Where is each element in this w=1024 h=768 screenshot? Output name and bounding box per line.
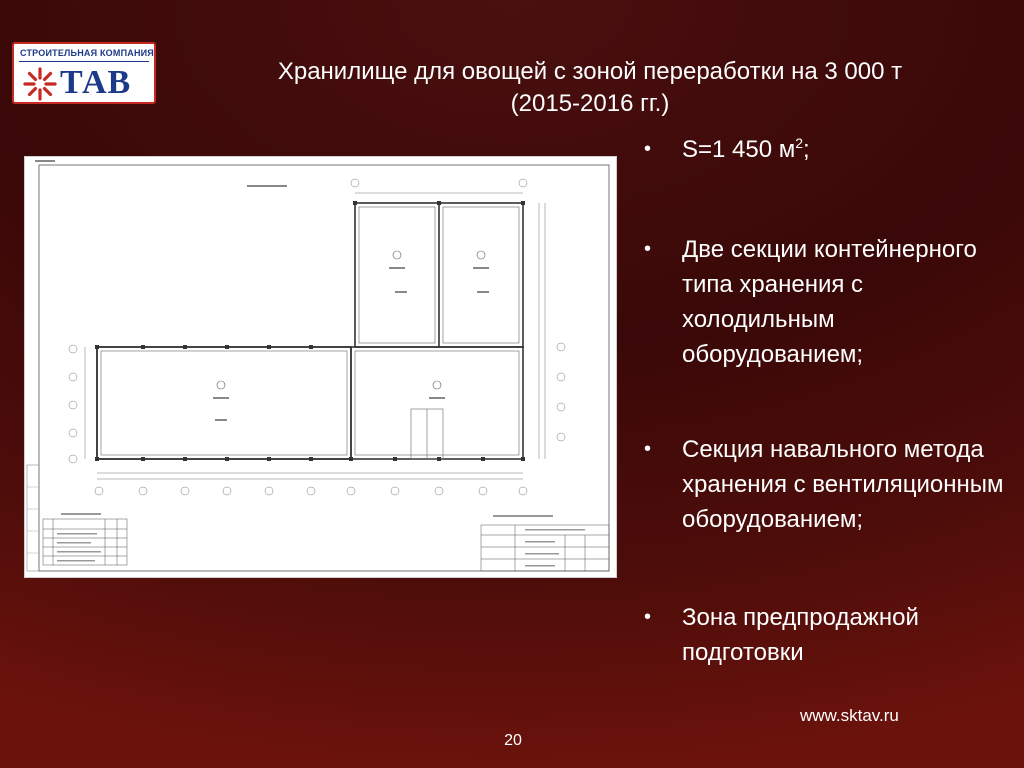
slide-title: [200, 56, 980, 120]
bullet-text: Зона предпродажной подготовки: [682, 604, 919, 666]
superscript: 2: [795, 135, 804, 151]
bullet-marker: •: [644, 138, 652, 160]
bullet-item-area: [644, 132, 1004, 167]
logo-company-label: СТРОИТЕЛЬНАЯ КОМПАНИЯ: [20, 48, 154, 58]
page-number: 20: [504, 732, 522, 749]
bullet-marker: •: [644, 606, 652, 628]
title-line-1: Хранилище для овощей с зоной переработки на 3 000 т: [277, 58, 903, 85]
bullet-item-container-sections: [644, 232, 1004, 372]
sun-burst-icon: [22, 66, 58, 102]
floor-plan-drawing: [24, 156, 617, 578]
logo-divider: [19, 61, 149, 62]
bullet-marker: •: [644, 238, 652, 260]
bullet-marker: •: [644, 438, 652, 460]
bullet-tail: ;: [803, 136, 810, 163]
floor-plan-svg: [25, 157, 616, 577]
bullet-text: Две секции контейнерного типа хранения с холодильным оборудованием;: [682, 236, 977, 368]
company-logo: [12, 42, 156, 104]
bullet-text: Секция навального метода хранения с вентиляционным оборудованием;: [682, 436, 1004, 533]
bullet-item-presale-zone: [644, 600, 1004, 670]
bullet-item-bulk-section: [644, 432, 1004, 537]
logo-brand-name: ТАВ: [60, 64, 132, 101]
website-url: www.sktav.ru: [800, 706, 899, 725]
title-line-2: (2015-2016 гг.): [510, 90, 670, 117]
bullet-text: S=1 450 м: [682, 136, 796, 163]
